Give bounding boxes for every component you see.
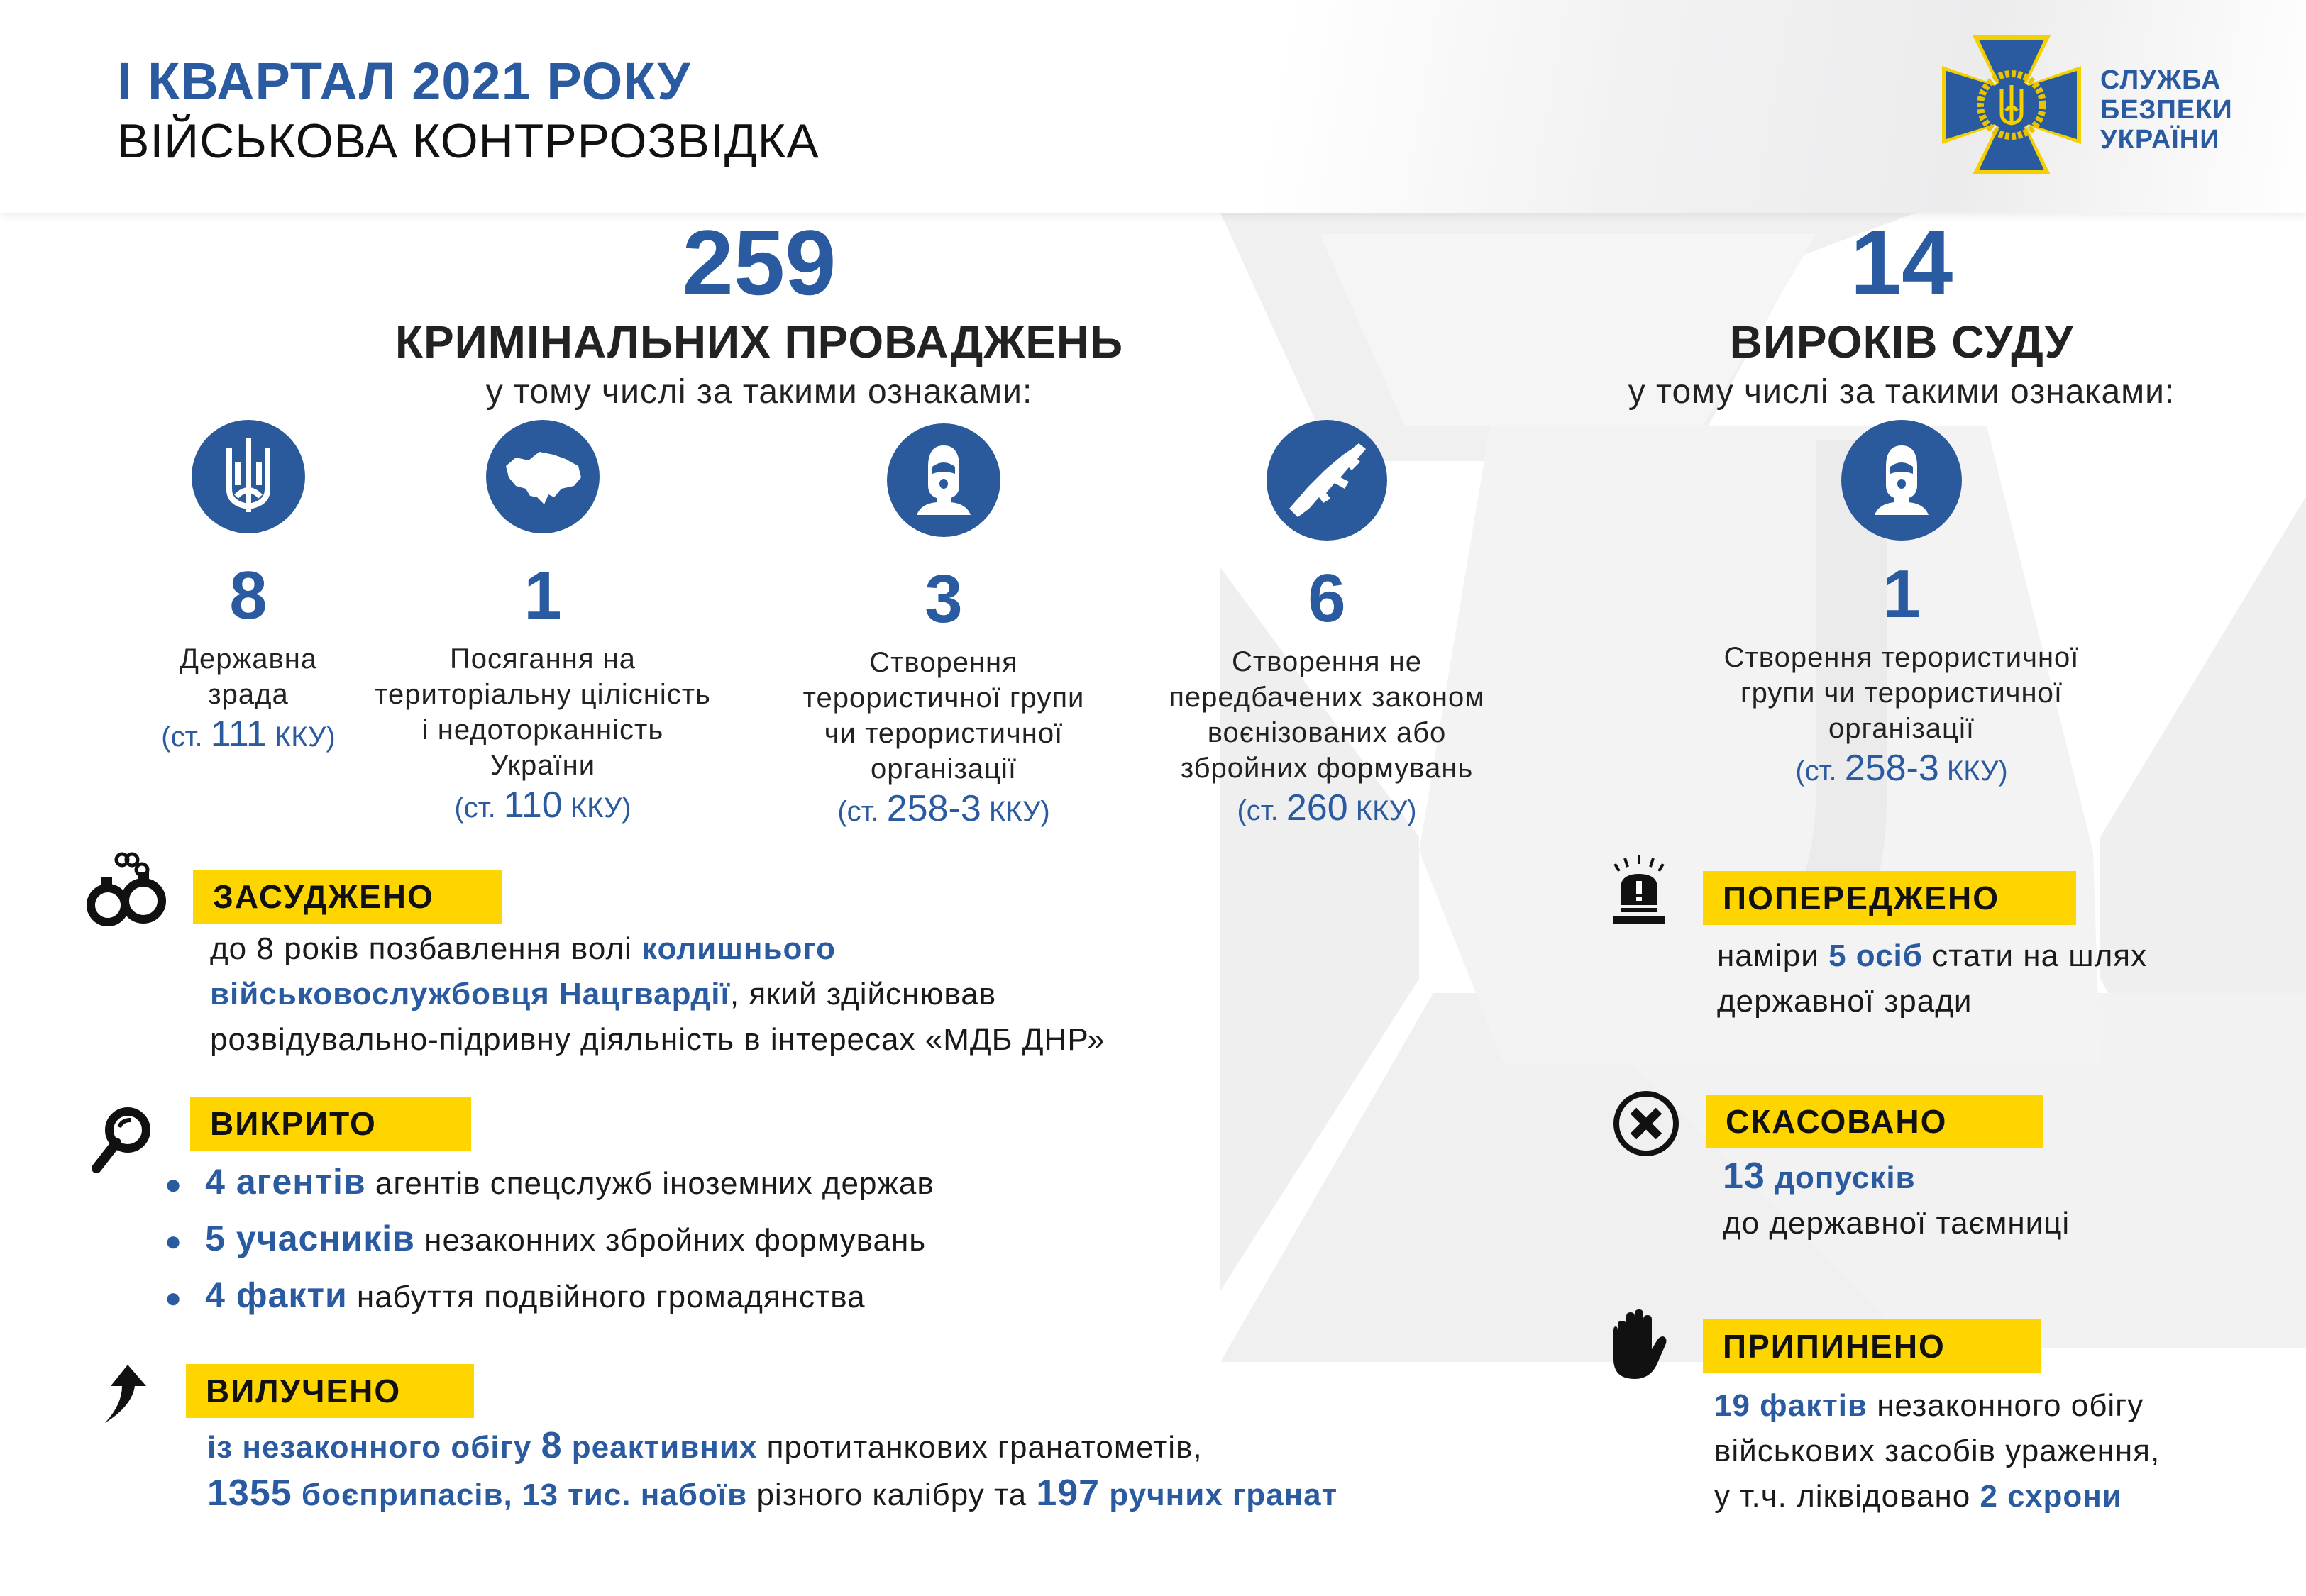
article-prefix: (ст. (1237, 795, 1279, 826)
text-number: 13 (1723, 1156, 1765, 1197)
category-article (1653, 749, 2150, 790)
text-highlight: 4 агентів (205, 1162, 366, 1202)
verdicts-total: 14 (1850, 211, 1953, 314)
desc-line: збройних формувань (1180, 753, 1474, 784)
article-number: 110 (503, 785, 563, 826)
logo-line: СЛУЖБА (2100, 65, 2222, 95)
desc-line: чи терористичної (824, 718, 1064, 749)
category-icon-circle (1841, 420, 1962, 541)
text-highlight: ручних гранат (1100, 1478, 1338, 1512)
text-plain: наміри (1717, 938, 1829, 973)
list-item (165, 1212, 934, 1268)
convicted-text (210, 926, 1105, 1063)
verdicts-sublabel: у тому числі за такими ознаками: (1628, 373, 2175, 411)
desc-line: і недоторканність (421, 714, 664, 746)
desc-line: воєнізованих або (1207, 717, 1447, 748)
article-suffix: ККУ) (1355, 795, 1417, 826)
category-icon-circle (887, 423, 1000, 537)
desc-line: терористичної групи (802, 682, 1085, 714)
text-highlight: 5 учасників (205, 1219, 415, 1258)
text-plain: військових засобів ураження, (1714, 1434, 2161, 1468)
category-icon-circle (486, 420, 600, 533)
text-highlight: 5 осіб (1828, 938, 1923, 973)
prevented-badge: ПОПЕРЕДЖЕНО (1703, 871, 2076, 925)
stopped-text (1714, 1383, 2160, 1519)
article-suffix: ККУ) (988, 796, 1050, 827)
proceedings-sublabel: у тому числі за такими ознаками: (485, 373, 1033, 411)
article-suffix: ККУ) (1946, 755, 2008, 787)
text-highlight: боєприпасів, 13 тис. набоїв (292, 1478, 748, 1512)
category-description (330, 641, 756, 783)
text-plain: незаконного обігу (1867, 1388, 2144, 1423)
desc-line: організації (871, 753, 1017, 785)
cancelled-badge: СКАСОВАНО (1706, 1095, 2043, 1148)
text-highlight: із незаконного обігу (207, 1430, 541, 1465)
exposed-badge: ВИКРИТО (190, 1097, 471, 1151)
article-number: 260 (1286, 787, 1348, 829)
logo-line: БЕЗПЕКИ (2100, 95, 2233, 125)
category-description (1653, 640, 2150, 746)
stopped-badge: ПРИПИНЕНО (1703, 1319, 2041, 1373)
bullet-icon: ● (165, 1282, 183, 1314)
text-highlight: 2 схрони (1980, 1479, 2122, 1514)
article-suffix: ККУ) (570, 792, 631, 824)
article-prefix: (ст. (1795, 755, 1837, 787)
verdicts-label: ВИРОКІВ СУДУ (1729, 316, 2074, 367)
verdict-category-terrorist-group (1653, 420, 2150, 790)
seized-text (207, 1423, 1337, 1518)
desc-line: Державна (179, 643, 318, 675)
arrow-up-icon (91, 1362, 155, 1426)
page-title: І КВАРТАЛ 2021 РОКУ (117, 52, 691, 111)
proceedings-label: КРИМІНАЛЬНИХ ПРОВАДЖЕНЬ (395, 316, 1124, 367)
proceedings-total: 259 (682, 211, 837, 314)
category-count: 8 (229, 558, 267, 633)
desc-line: Створення терористичної (1723, 642, 2080, 673)
text-plain: протитанкових гранатометів, (757, 1430, 1203, 1465)
magnifier-icon (91, 1103, 155, 1174)
text-plain: , який здійснював (729, 977, 997, 1012)
trident-icon (216, 434, 280, 519)
article-suffix: ККУ) (274, 721, 336, 753)
desc-line: групи чи терористичної (1740, 677, 2063, 709)
category-article (330, 786, 756, 827)
category-terrorist-group (759, 423, 1128, 831)
category-icon-circle (192, 420, 305, 533)
siren-icon (1612, 855, 1666, 924)
category-icon-circle (1267, 420, 1387, 541)
text-number: 8 (541, 1425, 563, 1466)
desc-line: зрада (208, 679, 289, 710)
article-number: 111 (210, 714, 267, 755)
desc-line: Створення (869, 647, 1018, 678)
text-plain: розвідувально-підривну діяльність в інтересах «МДБ ДНР» (210, 1022, 1105, 1057)
category-count: 6 (1308, 560, 1346, 636)
article-prefix: (ст. (161, 721, 203, 753)
ukraine-map-icon (500, 445, 585, 509)
desc-line: територіальну цілісність (375, 679, 711, 710)
text-plain: незаконних збройних формувань (414, 1223, 927, 1258)
text-number: 1355 (207, 1473, 292, 1514)
text-plain: у т.ч. ліквідовано (1714, 1479, 1980, 1514)
page-subtitle: ВІЙСЬКОВА КОНТРРОЗВІДКА (117, 114, 820, 168)
seized-badge: ВИЛУЧЕНО (186, 1364, 474, 1418)
article-prefix: (ст. (454, 792, 496, 824)
text-plain: агентів спецслужб іноземних держав (365, 1166, 934, 1201)
exposed-list (165, 1155, 934, 1325)
desc-line: України (490, 750, 596, 781)
text-plain: до 8 років позбавлення волі (210, 931, 641, 966)
list-item (165, 1268, 934, 1325)
text-plain: державної зради (1717, 984, 1973, 1019)
rifle-icon (1281, 438, 1373, 523)
text-plain: до державної таємниці (1723, 1206, 2070, 1241)
category-armed-formations (1128, 420, 1526, 830)
text-highlight: 4 факти (205, 1275, 348, 1315)
text-highlight: допусків (1765, 1160, 1916, 1195)
category-count: 3 (925, 561, 963, 637)
desc-line: передбачених законом (1169, 682, 1485, 713)
category-article (759, 789, 1128, 831)
prevented-text (1717, 933, 2147, 1024)
text-plain: набуття подвійного громадянства (347, 1280, 866, 1314)
bullet-icon: ● (165, 1169, 183, 1200)
article-number: 258-3 (886, 788, 981, 829)
desc-line: Створення не (1231, 646, 1423, 677)
convicted-badge: ЗАСУДЖЕНО (193, 870, 502, 924)
desc-line: Посягання на (450, 643, 636, 675)
category-description (759, 645, 1128, 787)
category-count: 1 (1882, 556, 1921, 632)
bullet-icon: ● (165, 1226, 183, 1257)
logo-line: УКРАЇНИ (2100, 125, 2220, 155)
text-highlight: 19 фактів (1714, 1388, 1868, 1423)
cancelled-text (1723, 1153, 2070, 1246)
desc-line: організації (1828, 713, 1975, 744)
category-description (1128, 644, 1526, 786)
text-plain: різного калібру та (747, 1478, 1037, 1512)
stop-hand-icon (1606, 1309, 1667, 1380)
text-highlight: реактивних (562, 1430, 758, 1465)
cancel-x-icon (1612, 1090, 1680, 1158)
handcuffs-icon (85, 851, 170, 929)
category-article (1128, 789, 1526, 830)
masked-person-icon (1866, 441, 1937, 519)
list-item (165, 1155, 934, 1212)
article-number: 258-3 (1844, 748, 1939, 789)
article-prefix: (ст. (837, 796, 879, 827)
text-number: 197 (1036, 1473, 1100, 1514)
category-count: 1 (524, 558, 562, 633)
text-plain: стати на шлях (1922, 938, 2148, 973)
masked-person-icon (908, 441, 979, 519)
category-territorial-integrity (330, 420, 756, 827)
text-highlight: військовослужбовця Нацгвардії (210, 977, 730, 1012)
text-highlight: колишнього (641, 931, 837, 966)
